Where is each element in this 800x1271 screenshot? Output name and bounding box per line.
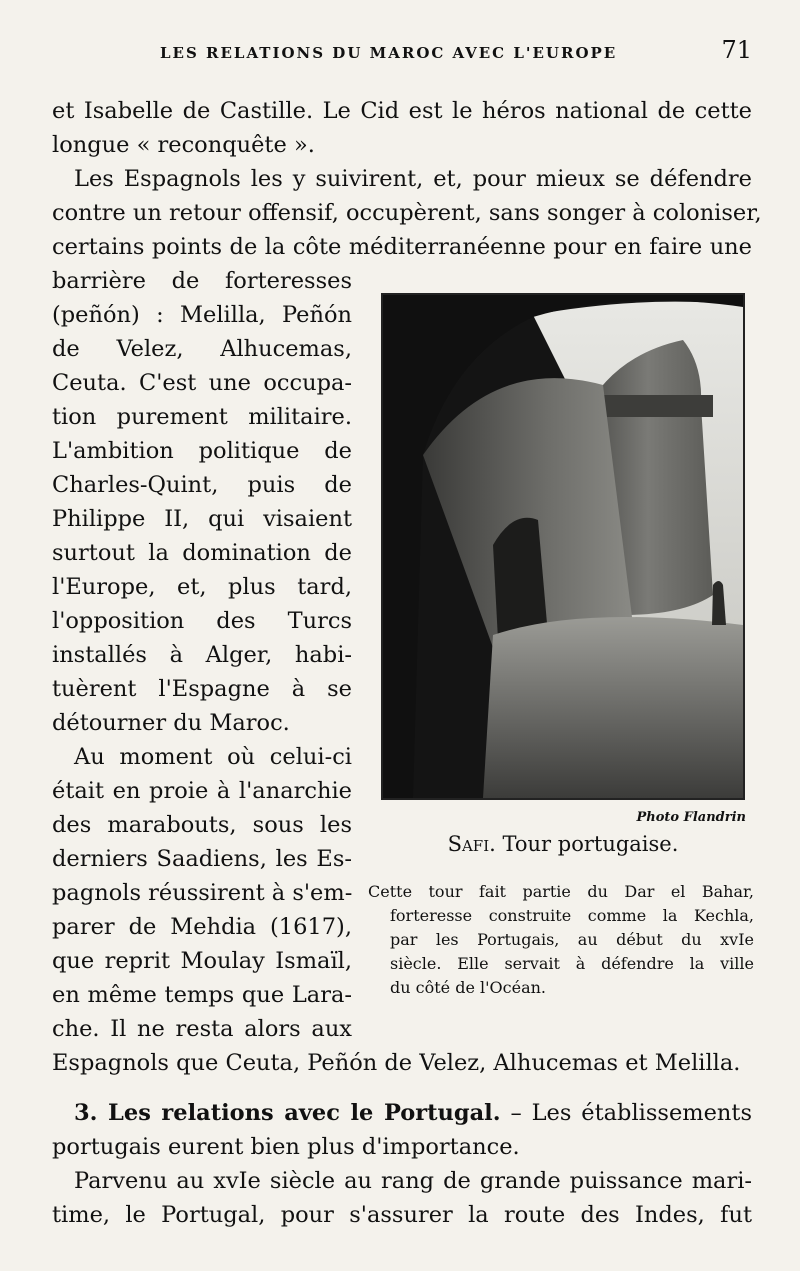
text-line: tuèrent l'Espagne à se bbox=[52, 676, 352, 702]
text-line: de Velez, Alhucemas, bbox=[52, 336, 352, 362]
text-line: L'ambition politique de bbox=[52, 438, 352, 464]
text-line: l'opposition des Turcs bbox=[52, 608, 352, 634]
photo-credit: Photo Flandrin bbox=[636, 810, 746, 825]
text-line: et Isabelle de Castille. Le Cid est le héros national de cette bbox=[52, 98, 752, 124]
text-line: barrière de forteresses bbox=[52, 268, 352, 294]
running-head: LES RELATIONS DU MAROC AVEC L'EUROPE bbox=[160, 44, 618, 62]
text-line: time, le Portugal, pour s'assurer la route des Indes, fut bbox=[52, 1202, 752, 1228]
text-line: pagnols réussirent à s'em- bbox=[52, 880, 353, 906]
text-line: surtout la domination de bbox=[52, 540, 352, 566]
text-line: Au moment où celui-ci bbox=[74, 744, 352, 770]
text-line: détourner du Maroc. bbox=[52, 710, 290, 736]
photograph-safi-tower bbox=[381, 293, 745, 800]
text-line: l'Europe, et, plus tard, bbox=[52, 574, 352, 600]
text-line: che. Il ne resta alors aux bbox=[52, 1016, 352, 1042]
text-line: que reprit Moulay Ismaïl, bbox=[52, 948, 352, 974]
caption-line: Cette tour fait partie du Dar el Bahar, bbox=[368, 882, 754, 901]
section-heading-line bbox=[52, 1096, 752, 1130]
section-heading-rest: – Les établissements bbox=[500, 1100, 752, 1126]
text-line: en même temps que Lara- bbox=[52, 982, 352, 1008]
text-line: derniers Saadiens, les Es- bbox=[52, 846, 352, 872]
page-header bbox=[0, 30, 800, 70]
text-line: contre un retour offensif, occupèrent, sans songer à coloniser, bbox=[52, 200, 762, 226]
text-line: des marabouts, sous les bbox=[52, 812, 352, 838]
text-line: Philippe II, qui visaient bbox=[52, 506, 352, 532]
text-line: (peñón) : Melilla, Peñón bbox=[52, 302, 352, 328]
figure-caption-body bbox=[368, 880, 754, 1000]
text-line: Espagnols que Ceuta, Peñón de Velez, Alhucemas et Melilla. bbox=[52, 1050, 741, 1076]
text-line: Charles-Quint, puis de bbox=[52, 472, 352, 498]
caption-line: du côté de l'Océan. bbox=[390, 978, 546, 997]
text-line: installés à Alger, habi- bbox=[52, 642, 352, 668]
tower-illustration bbox=[383, 295, 743, 798]
caption-place: Safi. bbox=[447, 832, 496, 856]
text-line: parer de Mehdia (1617), bbox=[52, 914, 352, 940]
figure-caption-title bbox=[381, 832, 745, 856]
text-line: certains points de la côte méditerranéenne pour en faire une bbox=[52, 234, 752, 260]
caption-title-text: Tour portugaise. bbox=[502, 832, 679, 856]
text-line: tion purement militaire. bbox=[52, 404, 352, 430]
text-line: Ceuta. C'est une occupa- bbox=[52, 370, 352, 396]
text-line: Les Espagnols les y suivirent, et, pour mieux se défendre bbox=[74, 166, 752, 192]
section-heading: 3. Les relations avec le Portugal. bbox=[74, 1100, 501, 1126]
page-number: 71 bbox=[721, 36, 752, 64]
text-line: était en proie à l'anarchie bbox=[52, 778, 352, 804]
caption-line: siècle. Elle servait à défendre la ville bbox=[390, 954, 754, 973]
text-line: longue « reconquête ». bbox=[52, 132, 315, 158]
text-line: portugais eurent bien plus d'importance. bbox=[52, 1134, 520, 1160]
caption-line: forteresse construite comme la Kechla, bbox=[390, 906, 754, 925]
text-line: Parvenu au xvIe siècle au rang de grande puissance mari- bbox=[74, 1168, 752, 1194]
caption-line: par les Portugais, au début du xvIe bbox=[390, 930, 754, 949]
